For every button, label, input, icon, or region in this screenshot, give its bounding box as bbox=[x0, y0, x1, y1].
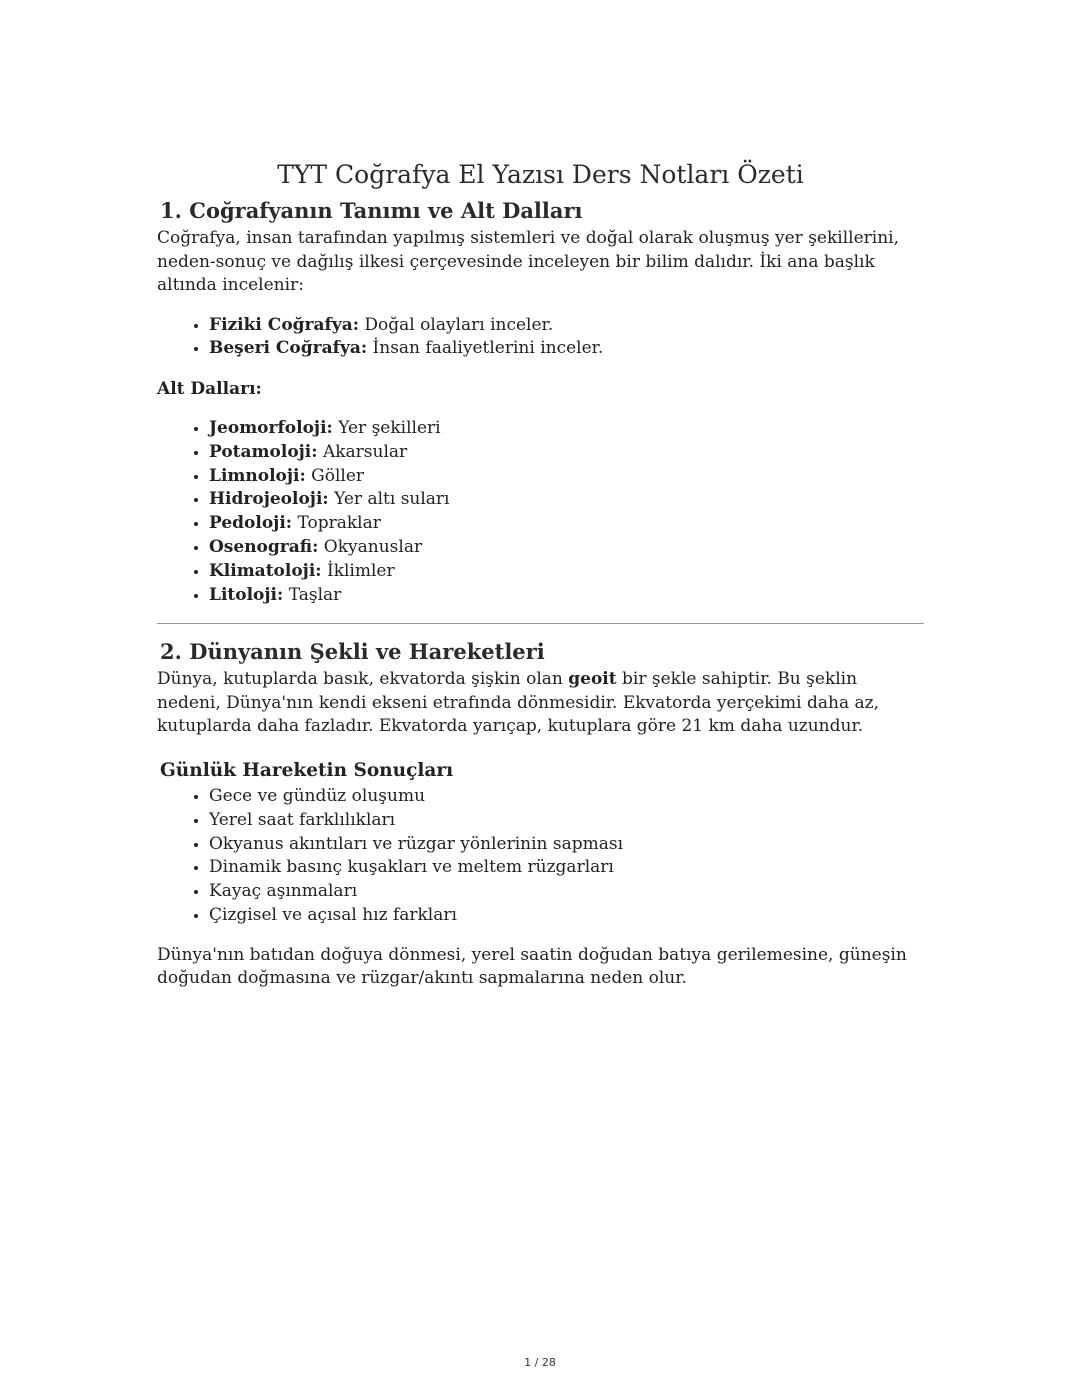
section-2-heading: 2. Dünyanın Şekli ve Hareketleri bbox=[160, 639, 545, 665]
list-item: • Dinamik basınç kuşakları ve meltem rüzgarları bbox=[209, 856, 924, 880]
list-item bbox=[209, 512, 924, 536]
list-item: • Yerel saat farklılıkları bbox=[209, 809, 924, 833]
daily-results-list bbox=[157, 785, 924, 928]
section-2-closing: Dünya'nın batıdan doğuya dönmesi, yerel saatin doğudan batıya gerilemesine, güneşin doğudan doğmasına ve rüzgar/akıntı sapmalarına neden olur. bbox=[157, 944, 907, 989]
branch-term: Klimatoloji: bbox=[209, 560, 322, 581]
branch-desc: Doğal olayları inceler. bbox=[359, 314, 554, 335]
document-page bbox=[157, 155, 924, 991]
section-2-intro bbox=[157, 668, 924, 739]
branch-term: Fiziki Coğrafya: bbox=[209, 314, 360, 335]
branch-desc: Okyanuslar bbox=[318, 537, 423, 558]
branch-term: Beşeri Coğrafya: bbox=[209, 338, 368, 359]
list-item bbox=[209, 465, 924, 489]
intro-text: Dünya, kutuplarda basık, ekvatorda şişkin olan bbox=[157, 669, 569, 690]
list-item: • Okyanus akıntıları ve rüzgar yönlerinin sapması bbox=[209, 833, 924, 857]
branch-term: Jeomorfoloji: bbox=[209, 418, 333, 439]
branch-term: Limnoloji: bbox=[209, 465, 306, 486]
geoit-term: geoit bbox=[568, 669, 617, 690]
branch-desc: Akarsular bbox=[317, 441, 408, 462]
intro-text: bir şekle sahiptir. Bu şeklin nedeni, Dünya'nın kendi ekseni etrafında dönmesidir. Ekvatorda yerçekimi daha az, kutuplarda daha fazladır. Ekvatorda yarıçap, kutuplara göre 21 km daha uzundur. bbox=[157, 669, 879, 737]
daily-results-heading: Günlük Hareketin Sonuçları bbox=[160, 759, 454, 781]
list-item bbox=[209, 560, 924, 584]
list-item: • Kayaç aşınmaları bbox=[209, 880, 924, 904]
branch-term: Hidrojeoloji: bbox=[209, 489, 329, 510]
branch-desc: İklimler bbox=[321, 560, 395, 581]
document-title: TYT Coğrafya El Yazısı Ders Notları Özeti bbox=[277, 160, 804, 189]
section-divider bbox=[157, 623, 924, 624]
sub-branches-list bbox=[157, 417, 924, 607]
list-item: • Çizgisel ve açısal hız farkları bbox=[209, 904, 924, 928]
list-item: • Gece ve gündüz oluşumu bbox=[209, 785, 924, 809]
section-1-heading: 1. Coğrafyanın Tanımı ve Alt Dalları bbox=[160, 198, 583, 223]
branch-term: Potamoloji: bbox=[209, 441, 318, 462]
list-item bbox=[209, 584, 924, 608]
branch-desc: Topraklar bbox=[292, 513, 381, 534]
branch-term: Osenografi: bbox=[209, 537, 319, 558]
list-item bbox=[209, 488, 924, 512]
sub-branches-label: Alt Dalları: bbox=[157, 379, 262, 400]
list-item bbox=[209, 417, 924, 441]
branch-desc: Yer altı suları bbox=[328, 489, 450, 510]
branch-desc: Taşlar bbox=[283, 584, 342, 605]
list-item bbox=[209, 536, 924, 560]
branch-term: Pedoloji: bbox=[209, 513, 293, 534]
main-branches-list bbox=[157, 314, 924, 362]
branch-desc: İnsan faaliyetlerini inceler. bbox=[367, 338, 604, 359]
page-number: 1 / 28 bbox=[524, 1356, 556, 1369]
list-item bbox=[209, 314, 924, 338]
branch-desc: Göller bbox=[305, 465, 365, 486]
list-item bbox=[209, 441, 924, 465]
branch-term: Litoloji: bbox=[209, 584, 284, 605]
list-item bbox=[209, 337, 924, 361]
branch-desc: Yer şekilleri bbox=[332, 418, 441, 439]
section-1-intro: Coğrafya, insan tarafından yapılmış sistemleri ve doğal olarak oluşmuş yer şekillerini, neden-sonuç ve dağılış ilkesi çerçevesinde inceleyen bir bilim dalıdır. İki ana başlık altında incelenir: bbox=[157, 228, 900, 295]
